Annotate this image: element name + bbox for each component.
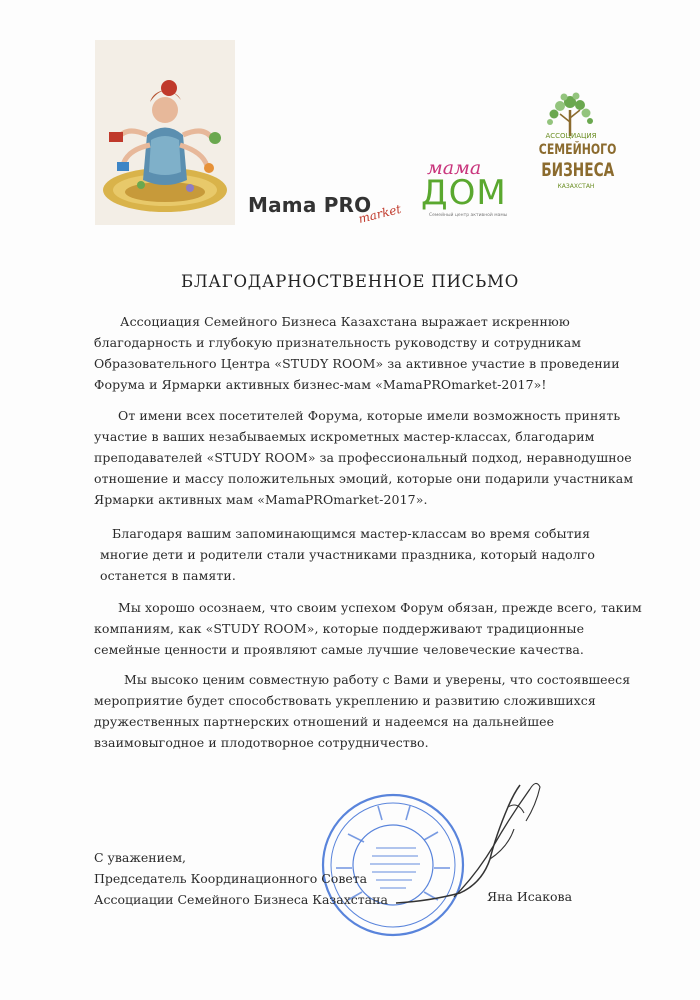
association-logo-line4: КАЗАХСТАН	[557, 183, 595, 190]
handwritten-signature	[390, 775, 560, 915]
mamadom-logo	[415, 155, 525, 225]
paragraph-2	[94, 405, 634, 510]
association-logo-line2: СЕМЕЙНОГО	[538, 142, 617, 158]
mamapro-script: market	[356, 201, 403, 227]
paragraph-3	[94, 523, 614, 586]
mamadom-dom-text: ДОМ	[421, 173, 507, 213]
mamadom-mama-text: мама	[427, 157, 482, 179]
paragraph-line: мероприятие будет способствовать укреплению и развитию сложившихся	[94, 693, 596, 708]
paragraph-line: Ассоциация Семейного Бизнеса Казахстана выражает искреннюю	[120, 314, 570, 329]
association-logo-line3: БИЗНЕСА	[541, 159, 615, 181]
paragraph-line: останется в памяти.	[100, 568, 236, 583]
paragraph-line: компаниям, как «STUDY ROOM», которые поддерживают традиционные	[94, 621, 585, 636]
mamapro-illustration-logo	[95, 40, 235, 225]
mamadom-tagline: Семейный центр активной мамы	[429, 213, 508, 218]
paragraph-1	[94, 311, 620, 395]
paragraph-line: семейные ценности и проявляют самые лучшие человеческие качества.	[94, 642, 584, 657]
closing-position-line1: Председатель Координационного Совета	[94, 871, 368, 886]
paragraph-line: участие в ваших незабываемых искрометных мастер-классах, благодарим	[94, 429, 595, 444]
paragraph-line: дружественных партнерских отношений и надеемся на дальнейшее	[94, 714, 555, 729]
closing-block	[94, 847, 388, 910]
paragraph-line: Ярмарки активных мам «MamaPROmarket-2017».	[94, 492, 428, 507]
tree-icon	[530, 92, 610, 137]
association-logo-line1: АССОЦИАЦИЯ	[545, 132, 597, 140]
mamapro-market-logo	[240, 185, 410, 230]
paragraph-line: Образовательного Центра «STUDY ROOM» за активное участие в проведении	[94, 356, 620, 371]
paragraph-line: От имени всех посетителей Форума, которые имели возможность принять	[118, 408, 621, 423]
paragraph-4	[94, 597, 642, 660]
family-business-association-logo	[530, 92, 617, 212]
signer-name: Яна Исакова	[487, 889, 573, 904]
closing-greeting: С уважением,	[94, 850, 187, 865]
paragraph-line: Благодаря вашим запоминающимся мастер-классам во время события	[112, 526, 591, 541]
paragraph-5	[94, 669, 631, 753]
paragraph-line: Мы хорошо осознаем, что своим успехом Форум обязан, прежде всего, таким	[118, 600, 642, 615]
letter-title: БЛАГОДАРНОСТВЕННОЕ ПИСЬМО	[180, 272, 520, 291]
paragraph-line: Мы высоко ценим совместную работу с Вами и уверены, что состоявшееся	[124, 672, 631, 687]
paragraph-line: многие дети и родители стали участниками праздника, который надолго	[100, 547, 596, 562]
paragraph-line: Форума и Ярмарки активных бизнес-мам «MamaPROmarket-2017»!	[94, 377, 547, 392]
paragraph-line: благодарность и глубокую признательность руководству и сотрудникам	[94, 335, 582, 350]
mamapro-wordmark: Mama PRO	[248, 193, 372, 217]
paragraph-line: взаимовыгодное и плодотворное сотрудничество.	[94, 735, 429, 750]
paragraph-line: преподавателей «STUDY ROOM» за профессиональный подход, неравнодушное	[94, 450, 632, 465]
paragraph-line: отношение и массу положительных эмоций, которые они подарили участникам	[94, 471, 634, 486]
closing-position-line2: Ассоциации Семейного Бизнеса Казахстана	[94, 892, 388, 907]
